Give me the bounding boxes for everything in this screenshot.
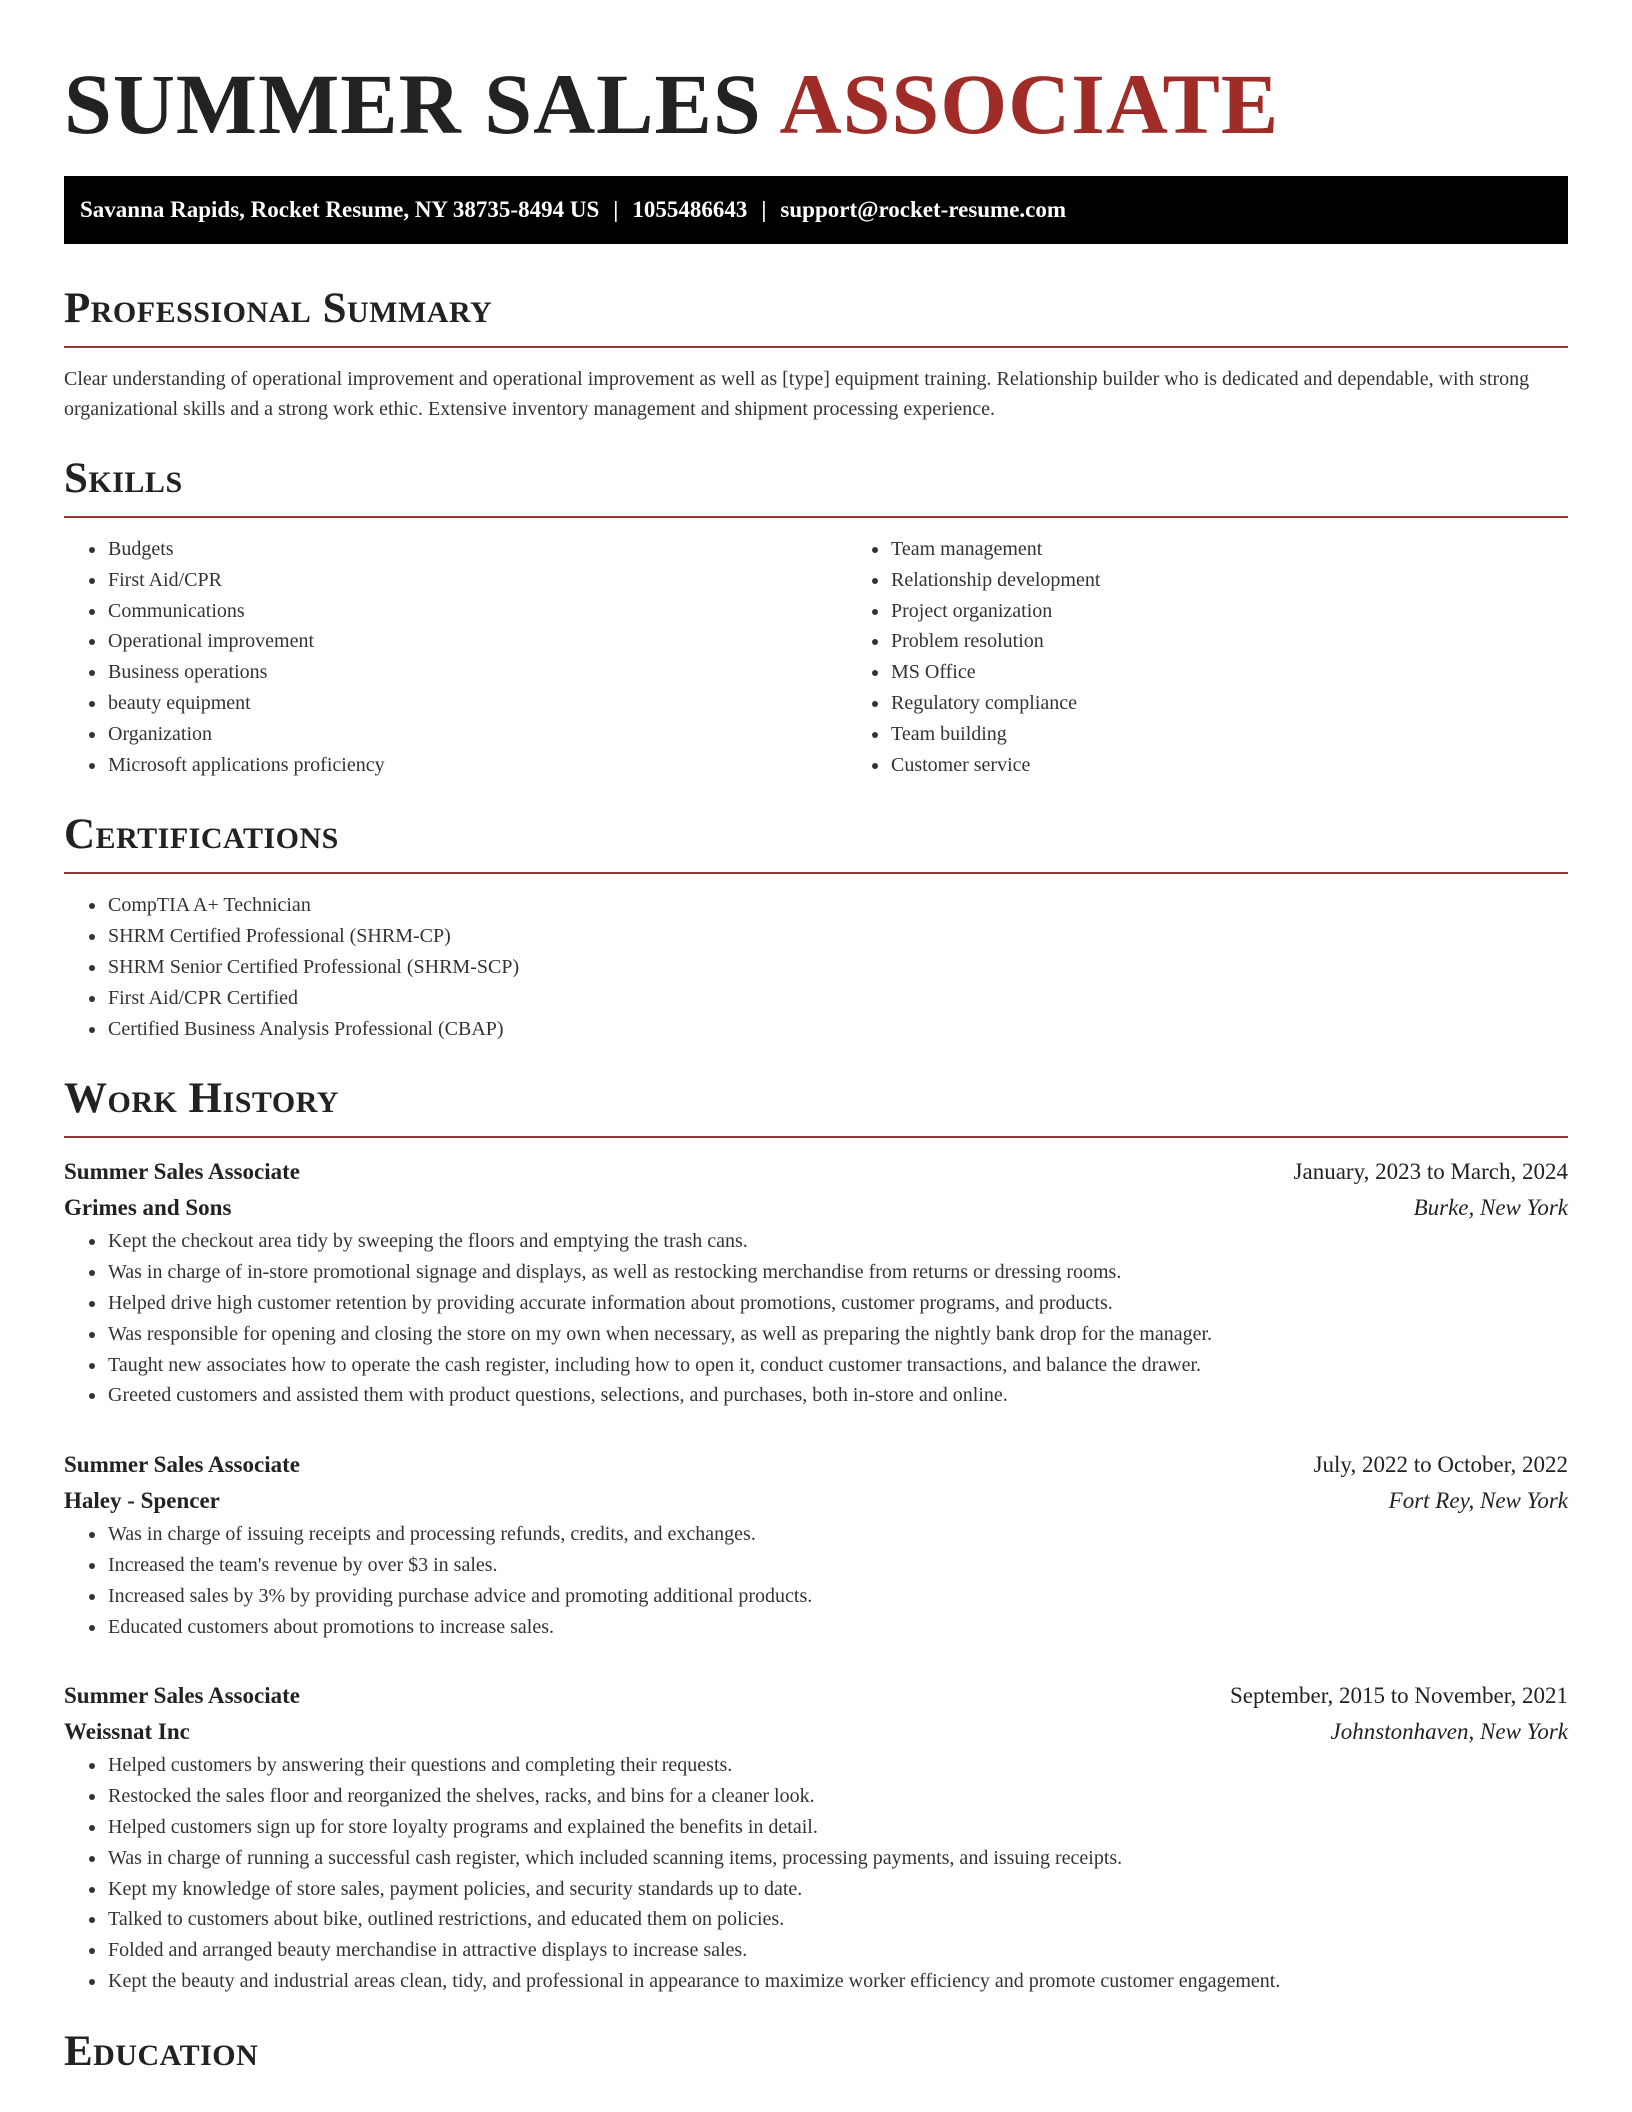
job-bullet: • Was in charge of issuing receipts and processing refunds, credits, and exchanges. [107,1519,1568,1550]
job-company-row [64,1483,1568,1519]
job-title: Summer Sales Associate [64,1452,300,1478]
job-header-row [64,1678,1568,1714]
job-bullet: • Helped customers sign up for store loyalty programs and explained the benefits in detail. [107,1812,1568,1843]
job-dates: July, 2022 to October, 2022 [1313,1452,1568,1478]
certifications-heading: Certifications [64,811,339,859]
skill-item: • First Aid/CPR [107,565,847,596]
skills-list-left [64,534,847,780]
job-bullet: • Kept the checkout area tidy by sweeping the floors and emptying the trash cans. [107,1226,1568,1257]
job-bullet: • Increased the team's revenue by over $3 in sales. [107,1550,1568,1581]
job-header-row [64,1154,1568,1190]
contact-separator: | [613,197,619,222]
job-bullet: • Was responsible for opening and closing the store on my own when necessary, as well as preparing the nightly bank drop for the manager. [107,1319,1568,1350]
skill-item: • Problem resolution [890,626,1630,657]
job-bullet: • Was in charge of in-store promotional signage and displays, as well as restocking merchandise from returns or dressing rooms. [107,1257,1568,1288]
job-header-row [64,1447,1568,1483]
job-entry [64,1447,1568,1642]
contact-address: Savanna Rapids, Rocket Resume, NY 38735-8494 US [80,197,600,222]
job-bullet: • Folded and arranged beauty merchandise in attractive displays to increase sales. [107,1935,1568,1966]
summary-text: Clear understanding of operational improvement and operational improvement as well as [type] equipment training. Relationship builder who is dedicated and dependable, with strong organizational skills and a strong work ethic. Extensive inventory management and shipment processing experience. [64,368,1530,420]
job-bullet: • Educated customers about promotions to increase sales. [107,1612,1568,1643]
certifications-list [64,890,1568,1044]
job-bullet: • Greeted customers and assisted them with product questions, selections, and purchases, both in-store and online. [107,1380,1568,1411]
contact-bar [64,176,1568,244]
job-bullet: • Restocked the sales floor and reorganized the shelves, racks, and bins for a cleaner look. [107,1781,1568,1812]
section-divider [64,516,1568,518]
job-company-row [64,1714,1568,1750]
skills-list-right [847,534,1630,780]
skill-item: • Team building [890,719,1630,750]
name-last: ASSOCIATE [779,56,1280,152]
education-section [64,2025,1568,2079]
section-divider [64,1136,1568,1138]
skill-item: • Customer service [890,750,1630,781]
contact-separator: | [761,197,767,222]
job-bullets [64,1226,1568,1411]
job-dates: January, 2023 to March, 2024 [1293,1159,1568,1185]
section-divider [64,346,1568,348]
skill-item: • Project organization [890,596,1630,627]
skill-item: • Regulatory compliance [890,688,1630,719]
job-location: Fort Rey, New York [1388,1488,1568,1514]
job-company: Haley - Spencer [64,1488,220,1514]
job-location: Burke, New York [1413,1195,1568,1221]
job-bullet: • Taught new associates how to operate the cash register, including how to open it, conduct customer transactions, and balance the drawer. [107,1350,1568,1381]
resume-page [64,0,1568,2079]
certification-item: • Certified Business Analysis Professional (CBAP) [107,1014,1568,1045]
certifications-section [64,808,1568,1044]
job-bullet: • Talked to customers about bike, outlined restrictions, and educated them on policies. [107,1904,1568,1935]
work-history-heading: Work History [64,1075,339,1123]
job-bullet: • Helped customers by answering their questions and completing their requests. [107,1750,1568,1781]
job-bullet: • Kept the beauty and industrial areas clean, tidy, and professional in appearance to maximize worker efficiency and promote customer engagement. [107,1966,1568,1997]
job-bullet: • Kept my knowledge of store sales, payment policies, and security standards up to date. [107,1874,1568,1905]
job-bullets [64,1519,1568,1642]
job-company: Grimes and Sons [64,1195,232,1221]
name-first: SUMMER SALES [64,56,762,152]
contact-email: support@rocket-resume.com [780,197,1067,222]
skill-item: • Microsoft applications proficiency [107,750,847,781]
job-dates: September, 2015 to November, 2021 [1230,1683,1568,1709]
resume-name [64,0,1568,152]
skill-item: • Budgets [107,534,847,565]
skill-item: • Communications [107,596,847,627]
skill-item: • Team management [890,534,1630,565]
skills-columns [64,534,1568,780]
job-title: Summer Sales Associate [64,1159,300,1185]
certification-item: • CompTIA A+ Technician [107,890,1568,921]
job-bullets [64,1750,1568,1996]
job-bullet: • Helped drive high customer retention by providing accurate information about promotions, customer programs, and products. [107,1288,1568,1319]
skill-item: • Operational improvement [107,626,847,657]
education-heading: Education [64,2027,259,2075]
job-company: Weissnat Inc [64,1719,190,1745]
contact-phone: 1055486643 [632,197,748,222]
skill-item: • beauty equipment [107,688,847,719]
job-location: Johnstonhaven, New York [1330,1719,1568,1745]
certification-item: • SHRM Senior Certified Professional (SHRM-SCP) [107,952,1568,983]
certification-item: • First Aid/CPR Certified [107,983,1568,1014]
job-bullet: • Was in charge of running a successful cash register, which included scanning items, processing payments, and issuing receipts. [107,1843,1568,1874]
summary-heading: Professional Summary [64,285,493,332]
job-bullet: • Increased sales by 3% by providing purchase advice and promoting additional products. [107,1581,1568,1612]
job-company-row [64,1190,1568,1226]
section-divider [64,872,1568,874]
work-history-section [64,1072,1568,1996]
job-entry [64,1678,1568,1996]
skill-item: • Business operations [107,657,847,688]
skill-item: • MS Office [890,657,1630,688]
job-entry [64,1154,1568,1411]
summary-section [64,282,1568,424]
skills-section [64,452,1568,780]
skill-item: • Relationship development [890,565,1630,596]
certification-item: • SHRM Certified Professional (SHRM-CP) [107,921,1568,952]
skill-item: • Organization [107,719,847,750]
skills-heading: Skills [64,455,183,502]
job-title: Summer Sales Associate [64,1683,300,1709]
